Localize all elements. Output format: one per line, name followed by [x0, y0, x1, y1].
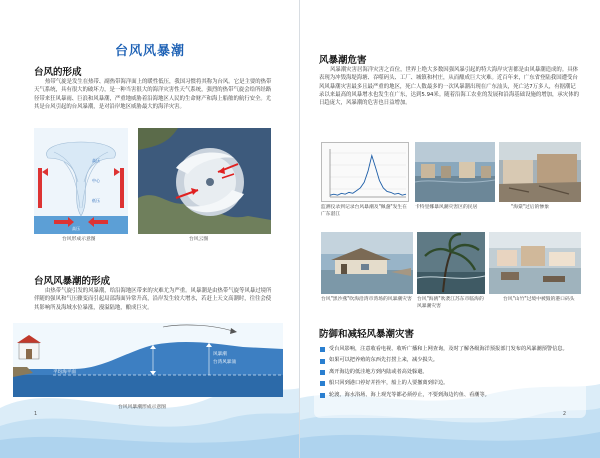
photo-flooded-houses	[415, 142, 495, 202]
surge-chart-caption: 监测仪录到记录台风暴潮及"佩盏"发生在广东湛江	[321, 205, 407, 217]
section-heading-surge-hazard: 风暴潮危害	[319, 55, 367, 66]
defense-tips-list	[320, 346, 582, 403]
bullet-marker	[320, 381, 325, 386]
list-item	[320, 392, 582, 399]
storm-surge-diagram	[13, 323, 283, 397]
photo-damaged-port	[489, 232, 581, 294]
formation-label-center: 中心	[92, 178, 100, 183]
photo-caption-flooded-houses: 卡特里娜暴风潮灾害区的民居	[415, 205, 478, 210]
photo-caption-house-surge: 台风"黑沙燕"吹海沿湾市湾场的风暴潮灾害	[321, 297, 412, 302]
photo-caption-aftermath: "海棠"过后的惨象	[511, 205, 549, 210]
list-item-text: 受台风影响，注意收看电视、收听广播和上网查询，及时了解各级海洋预报部门发布的风暴潮预警信息。	[329, 346, 568, 352]
right-page	[300, 0, 600, 458]
list-item-text: 离开海边的低洼地方到内陆或者高处躲避。	[329, 368, 428, 375]
surge-label-msl: 平均海平面	[53, 370, 76, 375]
photo-house-surge	[321, 232, 413, 294]
typhoon-formation-diagram	[34, 128, 128, 234]
photo-typhoon-aftermath	[499, 142, 581, 202]
bullet-marker	[320, 359, 325, 364]
list-item	[320, 346, 582, 353]
bullet-marker	[320, 370, 325, 375]
surge-label-taiwan: 台湾风暴涌	[213, 360, 236, 365]
photo-caption-palm-storm: 台风"海鸥"吹袭江苏东市临海的风暴潮灾害	[417, 297, 484, 309]
bullet-marker	[320, 393, 325, 398]
satellite-image-caption: 台风云图	[189, 237, 209, 242]
page-title: 台风风暴潮	[114, 44, 185, 59]
surge-record-chart	[321, 142, 409, 202]
typhoon-satellite-image	[138, 128, 271, 234]
list-item	[320, 369, 582, 376]
bullet-marker	[320, 347, 325, 352]
formation-diagram-caption: 台风形成示意图	[62, 237, 96, 242]
list-item-text: 船只回到港口停好并拴牢，船上的人要撤离到岸边。	[329, 380, 449, 387]
photo-caption-damaged-port: 台风"山竹"过境中被毁的港口码头	[503, 297, 575, 302]
list-item-text: 轮渡、海水浴场、海上观光等都必须停止，不要到海边钓鱼、看潮等。	[329, 391, 490, 398]
surge-diagram-caption: 台风风暴潮形成示意图	[118, 405, 166, 410]
section-heading-surge-formation: 台风风暴潮的形成	[34, 276, 111, 287]
section-heading-defense: 防御和减轻风暴潮灾害	[319, 329, 415, 340]
surge-hazard-text: 风暴潮灾害居海洋灾害之首位，世界上绝大多数因强风暴引起的特大海岸灾害都是由风暴潮造成的。具体表现为冲毁海堤海塘、吞噬码头、工厂、城镇和村庄，从而酿成巨大灾难。近百年来，广东省登陆我国遭受台风风暴潮灾害最多且最严重的地区，死亡人数最多的一次风暴潮出现在广东汕头，死亡达7万多人，有据潮记录以来最高的风暴增水也发生在广东，达到5.94米。随着沿海工农业的发展和沿海基础设施的增加，承灾体的日趋庞大，风暴潮的危害也日益增加。	[319, 67, 579, 107]
list-item-text: 如果可以把养殖的东西先打捞上来，减少损失。	[329, 357, 438, 364]
formation-label-low: 低压	[92, 198, 100, 203]
page-number-right: 2	[562, 411, 566, 417]
surge-label-storm-surge: 风暴潮	[213, 352, 227, 357]
formation-label-high-bottom: 高压	[72, 226, 80, 231]
typhoon-formation-text: 热带气旋是发生在热带、副热带海洋面上的暖性低压，我国习惯将其称为台风。它是主要的热带天气系统，具有很大的破坏力，是一种当害很大的海洋灾害性天气系统，强烈的热带气旋会给所经路径带来狂风暴雨、巨浪和风暴潮，严重地威胁着沿海地区人民的生命财产和海上船舶的航行安全。尤其是台风引起的台风暴潮，是对沿岸地区威胁最大的海洋灾害。	[34, 79, 272, 110]
surge-formation-text: 由热带气旋引发的风暴潮，给沿海地区带来的灾难尤为严重。风暴潮是由热带气旋等风暴过境所伴随的强风和气压骤变而引起局部海面异常升高，沿岸发生较大增水，若赶上天文高潮时，往往会使其影响所及海域水位暴涨，漫溢陆地，酿成巨灾。	[34, 288, 272, 311]
photo-palm-storm	[417, 232, 485, 294]
list-item	[320, 380, 582, 387]
page-number-left: 1	[34, 411, 38, 417]
section-heading-typhoon-formation: 台风的形成	[34, 67, 82, 78]
list-item	[320, 357, 582, 364]
formation-label-high-top: 高压	[92, 158, 100, 163]
